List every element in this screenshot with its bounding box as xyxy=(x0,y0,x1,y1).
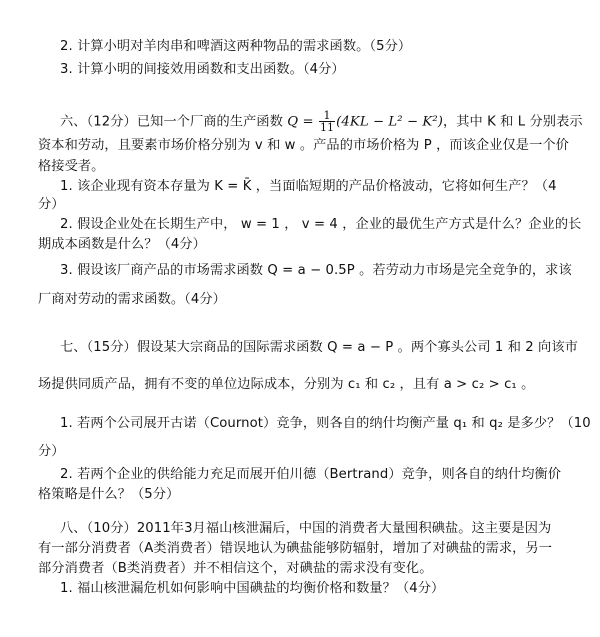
q7-line-2: 场提供同质产品，拥有不变的单位边际成本，分别为 c₁ 和 c₂ ，且有 a > c₂ > c₁ 。 xyxy=(38,377,535,392)
q6-line-3: 格接受者。 xyxy=(38,159,105,174)
q6-item-3: 3. 假设该厂商产品的市场需求函数 Q = a − 0.5P 。若劳动力市场是完全竞争的，求该 xyxy=(60,263,572,278)
q8-line-2: 有一部分消费者（A类消费者）错误地认为碘盐能够防辐射，增加了对碘盐的需求，另一 xyxy=(38,541,553,556)
q7-heading: 七、（15分）假设某大宗商品的国际需求函数 Q = a − P 。两个寡头公司 1 和 2 向该市 xyxy=(60,340,578,355)
q7-item-1: 1. 若两个公司展开古诺（Cournot）竞争，则各自的纳什均衡产量 q₁ 和 q₂ 是多少？（10 xyxy=(60,416,591,431)
q8-line-3: 部分消费者（B类消费者）并不相信这个，对碘盐的需求没有变化。 xyxy=(38,561,433,576)
q6-formula-body: (4KL − L² − K²) xyxy=(336,114,443,130)
q6-heading-tail: ，其中 K 和 L 分别表示 xyxy=(442,114,583,130)
q6-item-1: 1. 该企业现有资本存量为 K = K̄ ，当面临短期的产品价格波动，它将如何生产？（4 xyxy=(60,179,557,194)
q6-fraction-denominator: 11 xyxy=(319,121,335,134)
q5-item-3: 3. 计算小明的间接效用函数和支出函数。（4分） xyxy=(60,62,345,77)
q6-fraction-numerator: 1 xyxy=(319,110,335,122)
q6-item-2-cont: 期成本函数是什么？（4分） xyxy=(38,237,206,252)
q6-heading-text: 六、（12分）已知一个厂商的生产函数 xyxy=(60,114,283,130)
q6-formula-fraction xyxy=(319,110,335,133)
q6-item-1-cont: 分） xyxy=(38,197,65,212)
q8-heading: 八、（10分）2011年3月福山核泄漏后，中国的消费者大量囤积碘盐。这主要是因为 xyxy=(60,521,552,536)
q6-formula-lhs: Q = xyxy=(287,114,314,130)
q8-item-1: 1. 福山核泄漏危机如何影响中国碘盐的均衡价格和数量？（4分） xyxy=(60,581,445,596)
q6-item-3-cont: 厂商对劳动的需求函数。（4分） xyxy=(38,292,226,307)
q7-item-1-cont: 分） xyxy=(38,444,65,459)
q7-item-2: 2. 若两个企业的供给能力充足而展开伯川德（Bertrand）竞争，则各自的纳什均衡价 xyxy=(60,467,562,482)
q5-item-2: 2. 计算小明对羊肉串和啤酒这两种物品的需求函数。（5分） xyxy=(60,39,412,54)
q7-item-2-cont: 格策略是什么？（5分） xyxy=(38,487,180,502)
q6-line-2: 资本和劳动，且要素市场价格分别为 v 和 w 。产品的市场价格为 P ，而该企业仅是一个价 xyxy=(38,138,569,153)
q6-heading xyxy=(60,110,583,133)
q6-item-2: 2. 假设企业处在长期生产中， w = 1 ， v = 4 ，企业的最优生产方式是什么？企业的长 xyxy=(60,217,582,232)
